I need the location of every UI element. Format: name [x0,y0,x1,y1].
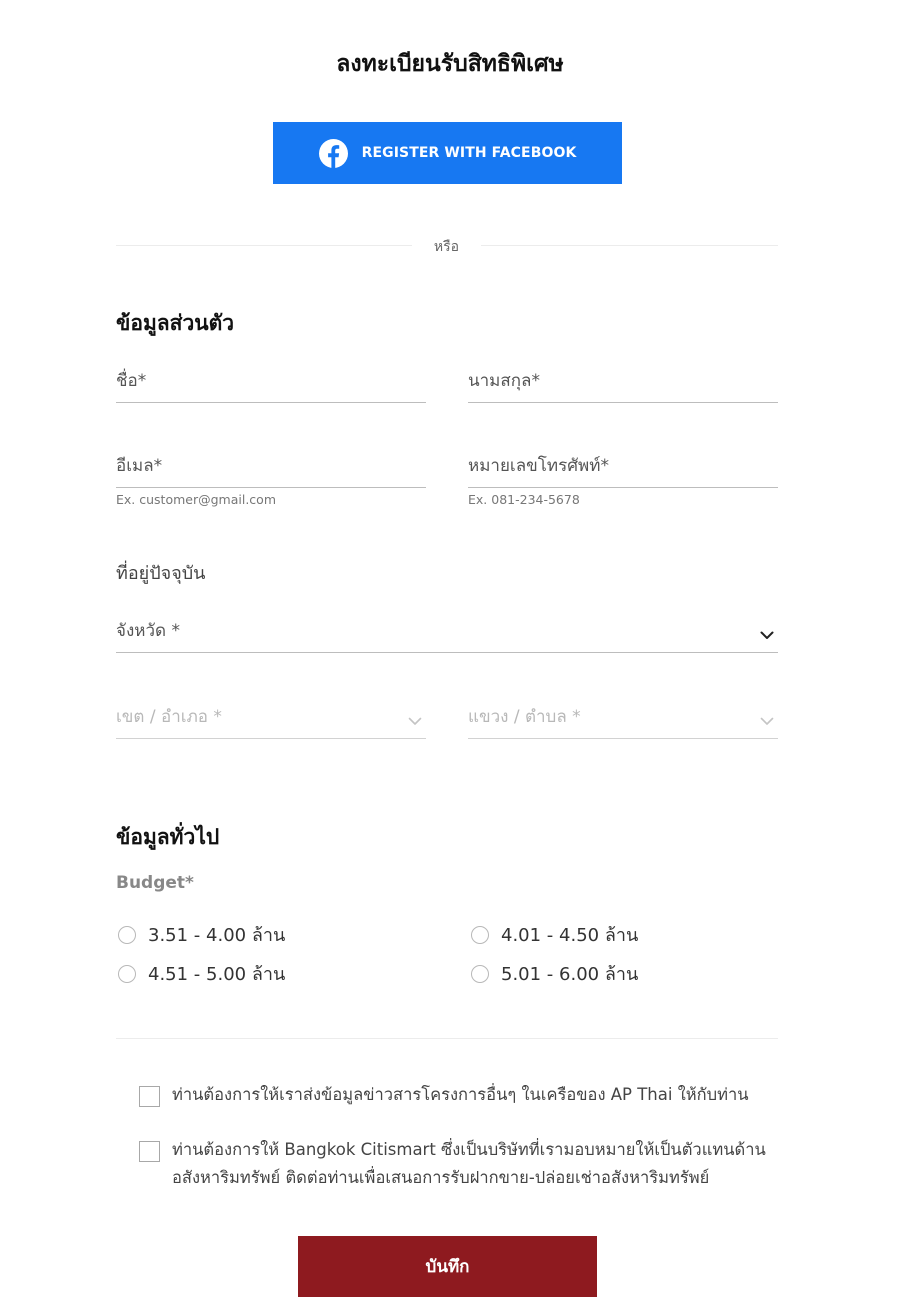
section-divider [116,1038,778,1039]
or-divider-right [481,245,778,246]
checkbox[interactable] [139,1086,160,1107]
register-with-facebook-button[interactable] [273,122,622,184]
last-name-field[interactable] [468,362,778,403]
general-info-heading: ข้อมูลทั่วไป [116,825,220,849]
email-label: อีเมล* [116,456,163,476]
budget-option-label: 4.01 - 4.50 ล้าน [501,925,639,946]
first-name-label: ชื่อ* [116,371,147,391]
district-select[interactable] [116,698,426,739]
budget-option-label: 5.01 - 6.00 ล้าน [501,964,639,985]
consent-newsletter-text: ท่านต้องการให้เราส่งข้อมูลข่าวสารโครงการอื่นๆ ในเครือของ AP Thai ให้กับท่าน [172,1085,749,1104]
chevron-down-icon [408,717,422,726]
or-divider-left [116,245,412,246]
subdistrict-select[interactable] [468,698,778,739]
radio-button[interactable] [471,965,489,983]
personal-info-heading: ข้อมูลส่วนตัว [116,311,235,335]
budget-option-1[interactable] [118,920,285,949]
chevron-down-icon [760,717,774,726]
province-label: จังหวัด * [116,621,180,641]
budget-option-4[interactable] [471,959,638,988]
save-button[interactable]: บันทึก [298,1236,597,1297]
phone-label: หมายเลขโทรศัพท์* [468,456,609,476]
consent-agent-line-2: อสังหาริมทรัพย์ ติดต่อท่านเพื่อเสนอการรับฝากขาย-ปล่อยเช่าอสังหาริมทรัพย์ [172,1168,710,1187]
or-label: หรือ [433,239,460,255]
facebook-icon [319,139,348,168]
budget-option-label: 4.51 - 5.00 ล้าน [148,964,286,985]
phone-hint: Ex. 081-234-5678 [468,492,580,507]
first-name-field[interactable] [116,362,426,403]
budget-option-3[interactable] [118,959,285,988]
current-address-label: ที่อยู่ปัจจุบัน [116,563,206,584]
phone-field[interactable] [468,447,778,488]
consent-agent-text [172,1136,766,1192]
chevron-down-icon [760,631,774,640]
radio-button[interactable] [118,926,136,944]
subdistrict-label: แขวง / ตำบล * [468,707,581,727]
consent-agent-line-1: ท่านต้องการให้ Bangkok Citismart ซึ่งเป็นบริษัทที่เรามอบหมายให้เป็นตัวแทนด้าน [172,1140,766,1159]
radio-button[interactable] [118,965,136,983]
consent-item-agent[interactable] [139,1139,779,1192]
consent-item-newsletter[interactable] [139,1084,779,1109]
budget-option-2[interactable] [471,920,638,949]
checkbox[interactable] [139,1141,160,1162]
province-select[interactable] [116,612,778,653]
radio-button[interactable] [471,926,489,944]
page-title: ลงทะเบียนรับสิทธิพิเศษ [336,51,564,77]
budget-label: Budget* [116,873,194,893]
facebook-button-label: REGISTER WITH FACEBOOK [361,145,577,161]
last-name-label: นามสกุล* [468,371,540,391]
district-label: เขต / อำเภอ * [116,707,222,727]
email-field[interactable] [116,447,426,488]
budget-option-label: 3.51 - 4.00 ล้าน [148,925,286,946]
email-hint: Ex. customer@gmail.com [116,492,276,507]
